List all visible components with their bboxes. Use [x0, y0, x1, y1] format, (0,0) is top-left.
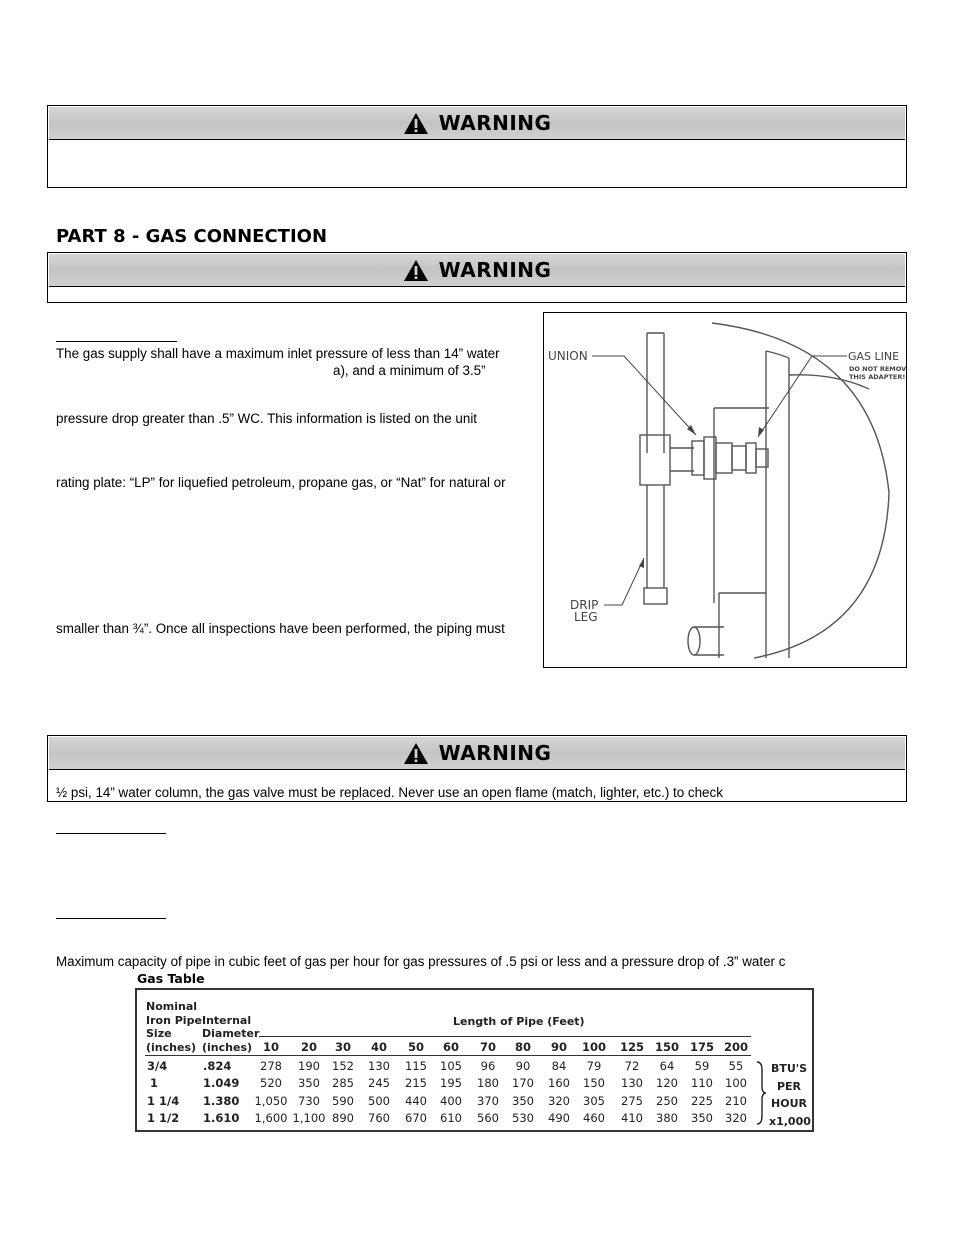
length-col-header: 40 [370, 1040, 387, 1054]
table-cell: 1,050 [254, 1094, 288, 1108]
row-diameter: 1.610 [203, 1111, 240, 1125]
table-cell: 590 [332, 1094, 354, 1108]
gas-table-title: Gas Table [137, 971, 205, 986]
table-cell: 210 [725, 1094, 747, 1108]
length-col-header: 30 [334, 1040, 351, 1054]
length-col-header: 70 [479, 1040, 496, 1054]
label-union: UNION [548, 349, 588, 363]
table-cell: 410 [621, 1111, 643, 1125]
table-caption: Maximum capacity of pipe in cubic feet of gas per hour for gas pressures of .5 psi or less and a pressure drop of .3” water c [56, 954, 786, 969]
table-cell: 115 [405, 1059, 427, 1073]
table-cell: 90 [515, 1059, 531, 1073]
table-cell: 275 [621, 1094, 643, 1108]
warning-text: ½ psi, 14” water column, the gas valve must be replaced. Never use an open flame (match, lighter, etc.) to check [56, 785, 723, 800]
label-this-adapter: THIS ADAPTER! [849, 373, 906, 381]
warning-box-2 [47, 252, 907, 303]
warning-title: WARNING [438, 111, 552, 135]
table-cell: 105 [440, 1059, 462, 1073]
table-cell: 190 [298, 1059, 320, 1073]
table-cell: 520 [260, 1076, 282, 1090]
length-col-header: 175 [689, 1040, 714, 1054]
row-size: 3/4 [147, 1059, 168, 1073]
table-cell: 250 [656, 1094, 678, 1108]
subheading-underline [56, 918, 166, 919]
table-cell: 79 [586, 1059, 602, 1073]
table-cell: 350 [512, 1094, 534, 1108]
length-col-header: 100 [581, 1040, 606, 1054]
table-cell: 245 [368, 1076, 390, 1090]
length-col-header: 10 [262, 1040, 279, 1054]
row-diameter: 1.049 [203, 1076, 240, 1090]
col-header-diameter: Internal Diameter (inches) [202, 1013, 260, 1054]
table-cell: 1,100 [292, 1111, 326, 1125]
table-cell: 180 [477, 1076, 499, 1090]
table-cell: 440 [405, 1094, 427, 1108]
table-cell: 890 [332, 1111, 354, 1125]
warning-triangle-icon [403, 259, 429, 282]
label-leg: LEG [574, 610, 598, 624]
body-line: rating plate: “LP” for liquefied petroleum, propane gas, or “Nat” for natural or [56, 475, 506, 490]
table-cell: 460 [583, 1111, 605, 1125]
table-cell: 130 [368, 1059, 390, 1073]
length-header-rule [259, 1036, 751, 1037]
subheading-underline [56, 833, 166, 834]
table-cell: 320 [725, 1111, 747, 1125]
table-cell: 150 [583, 1076, 605, 1090]
warning-title: WARNING [438, 258, 552, 282]
length-col-header: 200 [723, 1040, 748, 1054]
col-header-size: Nominal Iron Pipe Size (inches) [146, 1000, 202, 1054]
body-line: pressure drop greater than .5” WC. This information is listed on the unit [56, 411, 478, 426]
length-col-header: 20 [300, 1040, 317, 1054]
table-cell: 760 [368, 1111, 390, 1125]
table-cell: 490 [548, 1111, 570, 1125]
label-drip: DRIP [570, 598, 599, 612]
header-rule [145, 1055, 751, 1056]
row-diameter: .824 [203, 1059, 232, 1073]
table-cell: 530 [512, 1111, 534, 1125]
length-col-header: 150 [654, 1040, 679, 1054]
label-do-not-remove: DO NOT REMOVE [849, 365, 906, 373]
table-cell: 1,600 [254, 1111, 288, 1125]
table-cell: 59 [694, 1059, 710, 1073]
warning-header-2 [49, 254, 905, 287]
table-cell: 170 [512, 1076, 534, 1090]
table-cell: 370 [477, 1094, 499, 1108]
table-cell: 225 [691, 1094, 713, 1108]
table-cell: 55 [728, 1059, 744, 1073]
warning-triangle-icon [403, 112, 429, 135]
length-col-header: 125 [619, 1040, 644, 1054]
table-cell: 285 [332, 1076, 354, 1090]
label-gas-line: GAS LINE [848, 350, 900, 363]
warning-title: WARNING [438, 741, 552, 765]
table-cell: 110 [691, 1076, 713, 1090]
table-cell: 120 [656, 1076, 678, 1090]
length-header: Length of Pipe (Feet) [453, 1015, 585, 1028]
row-size: 1 [149, 1076, 158, 1090]
table-cell: 560 [477, 1111, 499, 1125]
table-cell: 195 [440, 1076, 462, 1090]
table-cell: 380 [656, 1111, 678, 1125]
table-cell: 64 [659, 1059, 675, 1073]
row-size: 1 1/2 [147, 1111, 180, 1125]
table-cell: 84 [551, 1059, 567, 1073]
table-cell: 160 [548, 1076, 570, 1090]
table-cell: 72 [624, 1059, 640, 1073]
gas-connection-figure [543, 312, 907, 668]
table-cell: 730 [298, 1094, 320, 1108]
table-cell: 130 [621, 1076, 643, 1090]
table-cell: 320 [548, 1094, 570, 1108]
subheading-underline [56, 341, 177, 342]
length-col-header: 80 [514, 1040, 531, 1054]
table-cell: 350 [691, 1111, 713, 1125]
gas-piping-diagram [544, 313, 906, 667]
table-cell: 305 [583, 1094, 605, 1108]
section-heading: PART 8 - GAS CONNECTION [56, 226, 328, 247]
row-size: 1 1/4 [147, 1094, 180, 1108]
table-cell: 350 [298, 1076, 320, 1090]
brace-icon [755, 1060, 767, 1126]
table-cell: 152 [332, 1059, 354, 1073]
warning-box-1 [47, 105, 907, 188]
warning-box-3 [47, 735, 907, 802]
table-cell: 278 [260, 1059, 282, 1073]
table-cell: 215 [405, 1076, 427, 1090]
units-label: BTU'S PER HOUR x1,000 [769, 1062, 811, 1128]
body-line: smaller than ¾”. Once all inspections have been performed, the piping must [56, 621, 505, 636]
table-cell: 100 [725, 1076, 747, 1090]
warning-triangle-icon [403, 742, 429, 765]
table-cell: 500 [368, 1094, 390, 1108]
length-col-header: 60 [442, 1040, 459, 1054]
length-col-header: 90 [550, 1040, 567, 1054]
body-line: a), and a minimum of 3.5” [333, 363, 486, 378]
length-col-header: 50 [407, 1040, 424, 1054]
table-cell: 610 [440, 1111, 462, 1125]
gas-table [135, 988, 814, 1132]
body-line: The gas supply shall have a maximum inlet pressure of less than 14” water [56, 346, 500, 361]
table-cell: 96 [480, 1059, 496, 1073]
warning-header-3 [49, 737, 905, 770]
table-cell: 670 [405, 1111, 427, 1125]
warning-header-1 [49, 107, 905, 140]
table-cell: 400 [440, 1094, 462, 1108]
row-diameter: 1.380 [203, 1094, 240, 1108]
